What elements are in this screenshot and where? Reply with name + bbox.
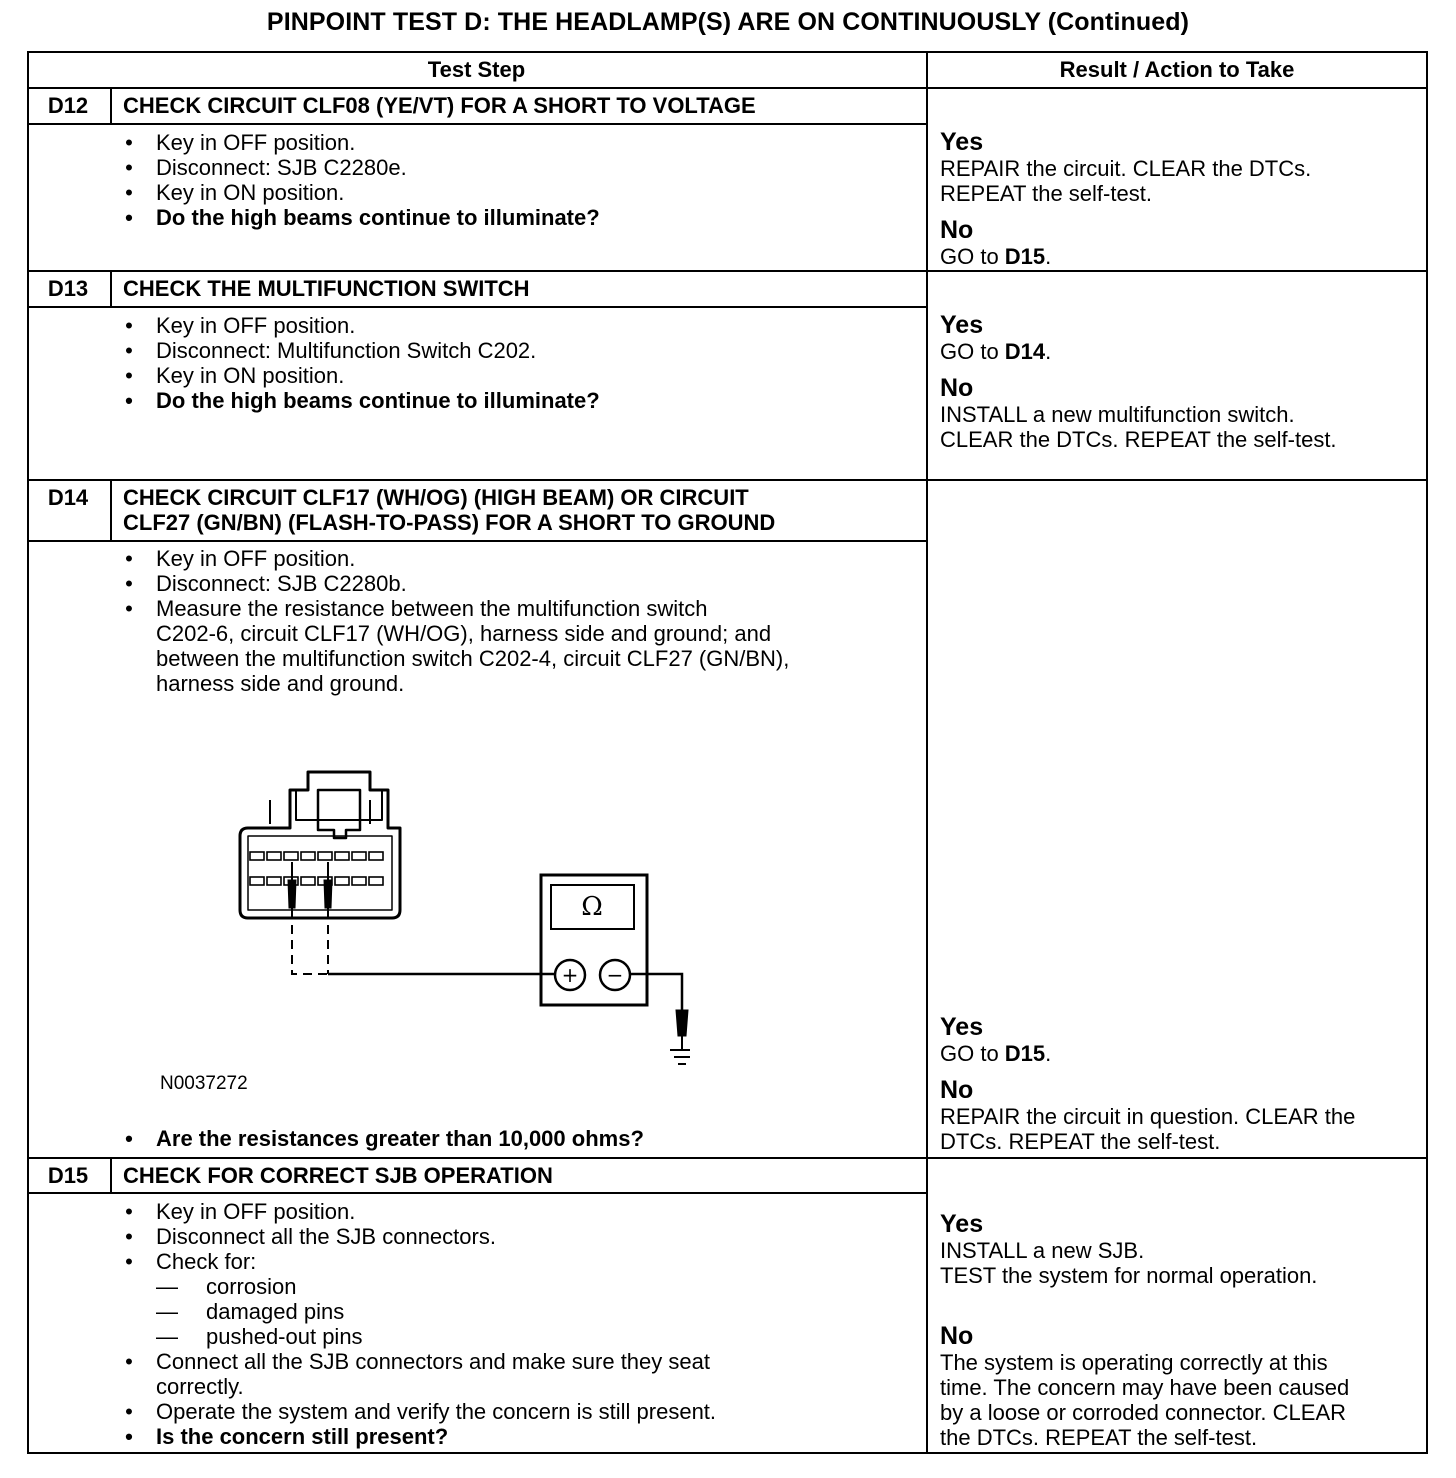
step-id: D14	[47, 485, 89, 510]
figure-code: N0037272	[160, 1073, 248, 1094]
step-title: CHECK CIRCUIT CLF17 (WH/OG) (HIGH BEAM) OR CIRCUIT CLF27 (GN/BN) (FLASH-TO-PASS) FOR A SHORT TO GROUND	[123, 485, 776, 535]
step-instructions	[122, 313, 600, 413]
list-item: • Do the high beams continue to illuminate?	[125, 205, 600, 230]
page-title: PINPOINT TEST D: THE HEADLAMP(S) ARE ON CONTINUOUSLY (Continued)	[266, 8, 1190, 36]
list-item: • Key in OFF position.	[125, 130, 356, 155]
step-id: D15	[47, 1163, 89, 1188]
row-divider	[27, 1157, 1428, 1159]
minus-terminal-icon: −	[606, 963, 624, 987]
id-divider	[110, 1157, 112, 1194]
test-probes	[288, 862, 690, 1064]
list-item: • Disconnect all the SJB connectors.	[125, 1224, 496, 1249]
result-line: CLEAR the DTCs. REPEAT the self-test.	[940, 427, 1337, 452]
list-item: — damaged pins	[156, 1299, 345, 1324]
list-item: • Operate the system and verify the concern is still present.	[125, 1399, 717, 1424]
yes-label: Yes	[940, 311, 984, 339]
list-item: • Measure the resistance between the multifunction switch C202-6, circuit CLF17 (WH/OG), harness side and ground; and between the multifunction switch C202-4, circuit CLF27 (GN/BN), harness side and ground.	[125, 596, 790, 696]
result-d15	[940, 1210, 1349, 1450]
result-line: GO to D15.	[940, 244, 1052, 269]
d15-title-divider	[27, 1192, 927, 1194]
result-d14	[940, 1013, 1355, 1154]
result-d12	[940, 128, 1311, 269]
list-item: • Disconnect: SJB C2280e.	[125, 155, 407, 180]
id-divider	[110, 87, 112, 125]
connector-pins	[250, 852, 383, 885]
result-line: The system is operating correctly at this	[940, 1350, 1328, 1375]
ground-icon	[670, 1036, 690, 1064]
list-item: — pushed-out pins	[156, 1324, 363, 1349]
result-line: time. The concern may have been caused	[940, 1375, 1350, 1400]
plus-terminal-icon: +	[561, 963, 579, 987]
result-line: by a loose or corroded connector. CLEAR	[940, 1400, 1347, 1425]
no-label: No	[940, 1076, 974, 1104]
d13-title-divider	[27, 306, 927, 308]
list-item: • Key in ON position.	[125, 363, 345, 388]
result-line: GO to D15.	[940, 1041, 1052, 1066]
result-line: INSTALL a new SJB.	[940, 1238, 1145, 1263]
list-item: • Are the resistances greater than 10,000 ohms?	[125, 1126, 644, 1151]
step-title: CHECK CIRCUIT CLF08 (YE/VT) FOR A SHORT TO VOLTAGE	[123, 93, 756, 118]
result-line: the DTCs. REPEAT the self-test.	[940, 1425, 1258, 1450]
result-line: INSTALL a new multifunction switch.	[940, 402, 1295, 427]
connector-body	[240, 772, 400, 918]
result-line: REPEAT the self-test.	[940, 181, 1152, 206]
list-item: • Key in OFF position.	[125, 313, 356, 338]
yes-label: Yes	[940, 1013, 984, 1041]
yes-label: Yes	[940, 1210, 984, 1238]
list-item: • Do the high beams continue to illuminate?	[125, 388, 600, 413]
ohm-symbol: Ω	[581, 892, 603, 922]
step-instructions	[122, 546, 789, 696]
step-instructions	[122, 1199, 716, 1449]
result-line: GO to D14.	[940, 339, 1052, 364]
d14-title-divider	[27, 540, 927, 542]
step-title: CHECK FOR CORRECT SJB OPERATION	[123, 1163, 553, 1188]
column-header-result: Result / Action to Take	[1059, 57, 1295, 82]
no-label: No	[940, 374, 974, 402]
list-item: • Disconnect: Multifunction Switch C202.	[125, 338, 537, 363]
step-id: D13	[47, 276, 89, 301]
result-line: DTCs. REPEAT the self-test.	[940, 1129, 1221, 1154]
list-item: • Check for:	[125, 1249, 257, 1274]
connector-latch	[318, 790, 360, 838]
list-item: — corrosion	[156, 1274, 297, 1299]
list-item: • Key in ON position.	[125, 180, 345, 205]
yes-label: Yes	[940, 128, 984, 156]
result-line: TEST the system for normal operation.	[940, 1263, 1318, 1288]
column-header-test-step: Test Step	[427, 57, 526, 82]
result-line: REPAIR the circuit in question. CLEAR the	[940, 1104, 1356, 1129]
list-item: • Key in OFF position.	[125, 1199, 356, 1224]
d12-title-divider	[27, 123, 927, 125]
list-item: • Connect all the SJB connectors and make sure they seat correctly.	[125, 1349, 710, 1399]
list-item: • Key in OFF position.	[125, 546, 356, 571]
step-title: CHECK THE MULTIFUNCTION SWITCH	[123, 276, 530, 301]
no-label: No	[940, 216, 974, 244]
id-divider	[110, 479, 112, 542]
list-item: • Is the concern still present?	[125, 1424, 449, 1449]
list-item: • Disconnect: SJB C2280b.	[125, 571, 407, 596]
row-divider	[27, 270, 1428, 272]
row-divider	[27, 479, 1428, 481]
connector-ohmmeter-diagram	[230, 760, 690, 1080]
column-divider	[926, 51, 928, 1454]
result-d13	[940, 311, 1337, 452]
id-divider	[110, 270, 112, 308]
step-id: D12	[47, 93, 89, 118]
no-label: No	[940, 1322, 974, 1350]
header-divider	[27, 87, 1428, 89]
step-question	[122, 1126, 644, 1151]
result-line: REPAIR the circuit. CLEAR the DTCs.	[940, 156, 1312, 181]
step-instructions	[122, 130, 600, 230]
